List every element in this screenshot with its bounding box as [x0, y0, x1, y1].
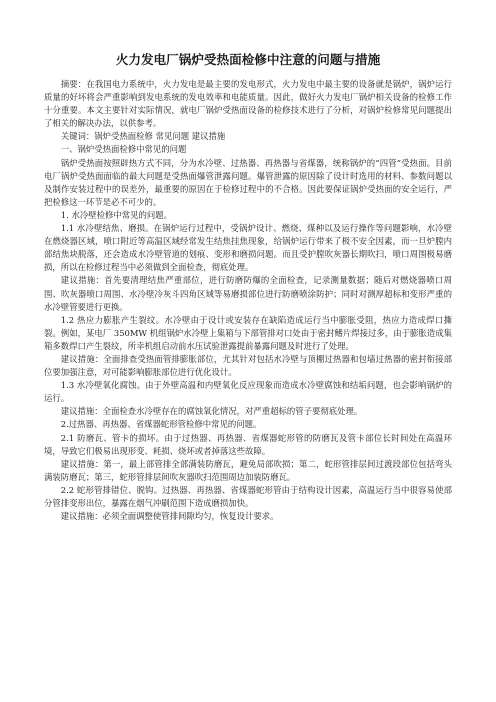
keywords-line: 关键词：锅炉受热面检修 常见问题 建议措施	[60, 131, 226, 142]
abstract-paragraph: 摘要：在我国电力系统中，火力发电是最主要的发电形式，火力发电中最主要的设备就是锅炉，锅炉运行质量的好坏将会严重影响到发电系统的发电效率和电能质量。因此，做好火力发电厂锅炉相关设备的检修工作十分重要。本文主要针对实际情况，就电厂锅炉受热面设备的检修技术进行了分析，对锅炉检修常见问题提出了相关的解决办法，以供参考。	[44, 79, 452, 129]
section-heading-1: 一、锅炉受热面检修中常见的问题	[60, 144, 187, 155]
body-paragraph: 1.3 水冷壁氧化腐蚀。由于外壁高温和内壁氧化反应现象而造成水冷壁腐蚀和结垢问题，也会影响锅炉的运行。	[44, 380, 452, 404]
body-paragraph: 锅炉受热面按照辟热方式不同，分为水冷壁、过热器、再热器与省煤器，统称锅炉的“四管”受热面。目前电厂锅炉受热面面临的最大问题是受热面爆管泄露问题。爆管泄露的原因除了设计时选用的材料、参数问题以及制作安装过程中的误差外，最重要的原因在于检修过程中的不合格。因此要保证锅炉受热面的安全运行，严把检修这一环节是必不可少的。	[44, 157, 452, 207]
document-title: 火力发电厂锅炉受热面检修中注意的问题与措施	[115, 52, 381, 67]
body-paragraph: 建议措施：必须全面调整使管排间隙均匀，恢复设计要求。	[60, 511, 279, 522]
subsection-heading-1: 1. 水冷壁检修中常见的问题。	[60, 209, 172, 220]
body-paragraph: 1.1 水冷壁结焦、磨损。在锅炉运行过程中，受锅炉设计、燃烧、煤种以及运行操作等问题影响，水冷壁在燃烧器区域，喷口附近等高温区域经常发生结焦挂焦现象，给锅炉运行带来了极不安全因素，而一旦炉膛内部结焦块脱落，还会造成水冷壁管道的划痕、变形和磨损问题。而且受护膛吹灰器长期吹扫，喷口周围极易磨损，所以在检修过程当中必须做到全面检查，彻底处理。	[44, 223, 452, 273]
body-paragraph: 建议措施：首先要清理结焦严重部位，进行防磨防爆的全面检查，记录测量数据；随后对燃烧器喷口周围、吹灰器喷口周围、水冷壁冷灰斗四角区域等易磨损部位进行防磨喷涂防护；同时对测厚超标和变形严重的水冷壁管要进行更换。	[44, 275, 452, 312]
subsection-heading-2: 2.过热器、再热器、省煤器蛇形管检修中常见的问题。	[60, 419, 262, 430]
body-paragraph: 建议措施：全面排查受热面管排膨胀部位，尤其针对包括水冷壁与顶棚过热器和包墙过热器的密封衔接部位要加强注意，对可能影响膨胀部位进行优化设计。	[44, 353, 452, 378]
body-paragraph: 2.2 蛇形管排错位、脱钩。过热器、再热器、省煤器蛇形管由于结构设计因素，高温运行当中很容易使部分管排变形出位，暴露在烟气冲刷范围下造成磨损加快。	[44, 484, 452, 508]
body-paragraph: 2.1 防磨瓦、管卡的损坏。由于过热器、再热器、省煤器蛇形管的防磨瓦及管卡部位长时间处在高温环境，导致它们极易出现形变、耗损、烧坏或者掉落这些故障。	[44, 432, 452, 456]
body-paragraph: 1.2 热应力膨胀产生裂纹。水冷壁由于设计或安装存在缺陷造成运行当中膨胀受阻，热应力造成焊口撕裂。例如，某电厂 350MW 机组锅炉水冷壁上集箱与下部管排对口处由于密封鳍片焊接过多，由于膨胀造成集箱多数焊口产生裂纹，所幸机组启动前水压试验泄露提前暴露问题及时进行了处理。	[44, 314, 452, 351]
body-paragraph: 建议措施：全面检查水冷壁存在的腐蚀氧化情况，对严重超标的管子要彻底处理。	[60, 406, 363, 417]
body-paragraph: 建议措施：第一，最上部管排全部满装防磨瓦，避免局部吹损；第二，蛇形管排层间过渡段部位包括弯头满装防磨瓦；第三，蛇形管排层间吹灰器吹扫范围周边加装防磨瓦。	[44, 458, 452, 482]
